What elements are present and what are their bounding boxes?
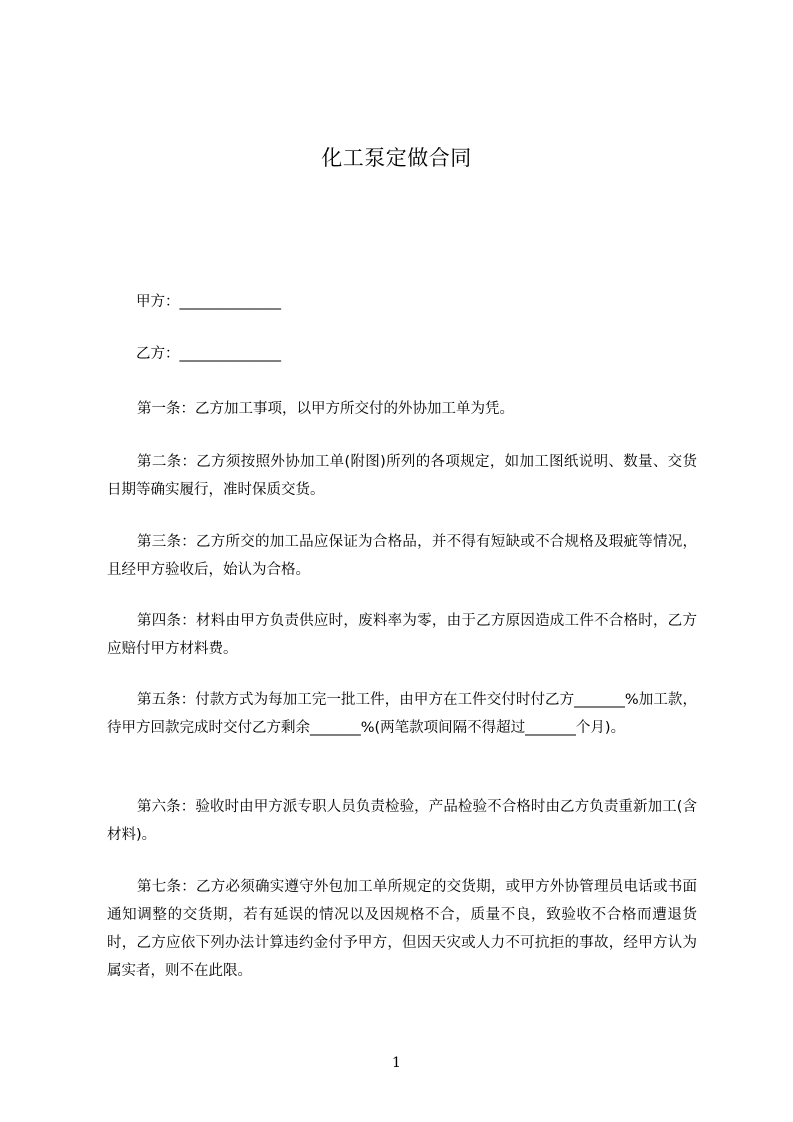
article-4: 第四条：材料由甲方负责供应时，废料率为零，由于乙方原因造成工件不合格时，乙方应赔付甲方材料费。 bbox=[107, 613, 697, 657]
document-title: 化工泵定做合同 bbox=[321, 146, 472, 170]
article-5: 第五条：付款方式为每加工完一批工件，由甲方在工件交付时付乙方_______%加工款，待甲方回款完成时交付乙方剩余_______%(两笔款项间隔不得超过_______个月)。 bbox=[107, 692, 697, 736]
article-7: 第七条：乙方必须确实遵守外包加工单所规定的交货期，或甲方外协管理员电话或书面通知调整的交货期，若有延误的情况以及因规格不合，质量不良，致验收不合格而遭退货时，乙方应依下列办法计算违约金付予甲方，但因天灾或人力不可抗拒的事故，经甲方认为属实者，则不在此限。 bbox=[107, 879, 697, 979]
article-2: 第二条：乙方须按照外协加工单(附图)所列的各项规定，如加工图纸说明、数量、交货日期等确实履行，准时保质交货。 bbox=[107, 454, 697, 498]
party-b-line: 乙方：______________ bbox=[136, 346, 281, 362]
page-number: 1 bbox=[392, 1055, 401, 1071]
article-6: 第六条：验收时由甲方派专职人员负责检验，产品检验不合格时由乙方负责重新加工(含材料)。 bbox=[107, 799, 697, 843]
article-1: 第一条：乙方加工事项，以甲方所交付的外协加工单为凭。 bbox=[137, 401, 514, 417]
party-a-line: 甲方：______________ bbox=[136, 294, 281, 310]
article-3: 第三条：乙方所交的加工品应保证为合格品，并不得有短缺或不合规格及瑕疵等情况，且经甲方验收后，始认为合格。 bbox=[107, 534, 697, 578]
